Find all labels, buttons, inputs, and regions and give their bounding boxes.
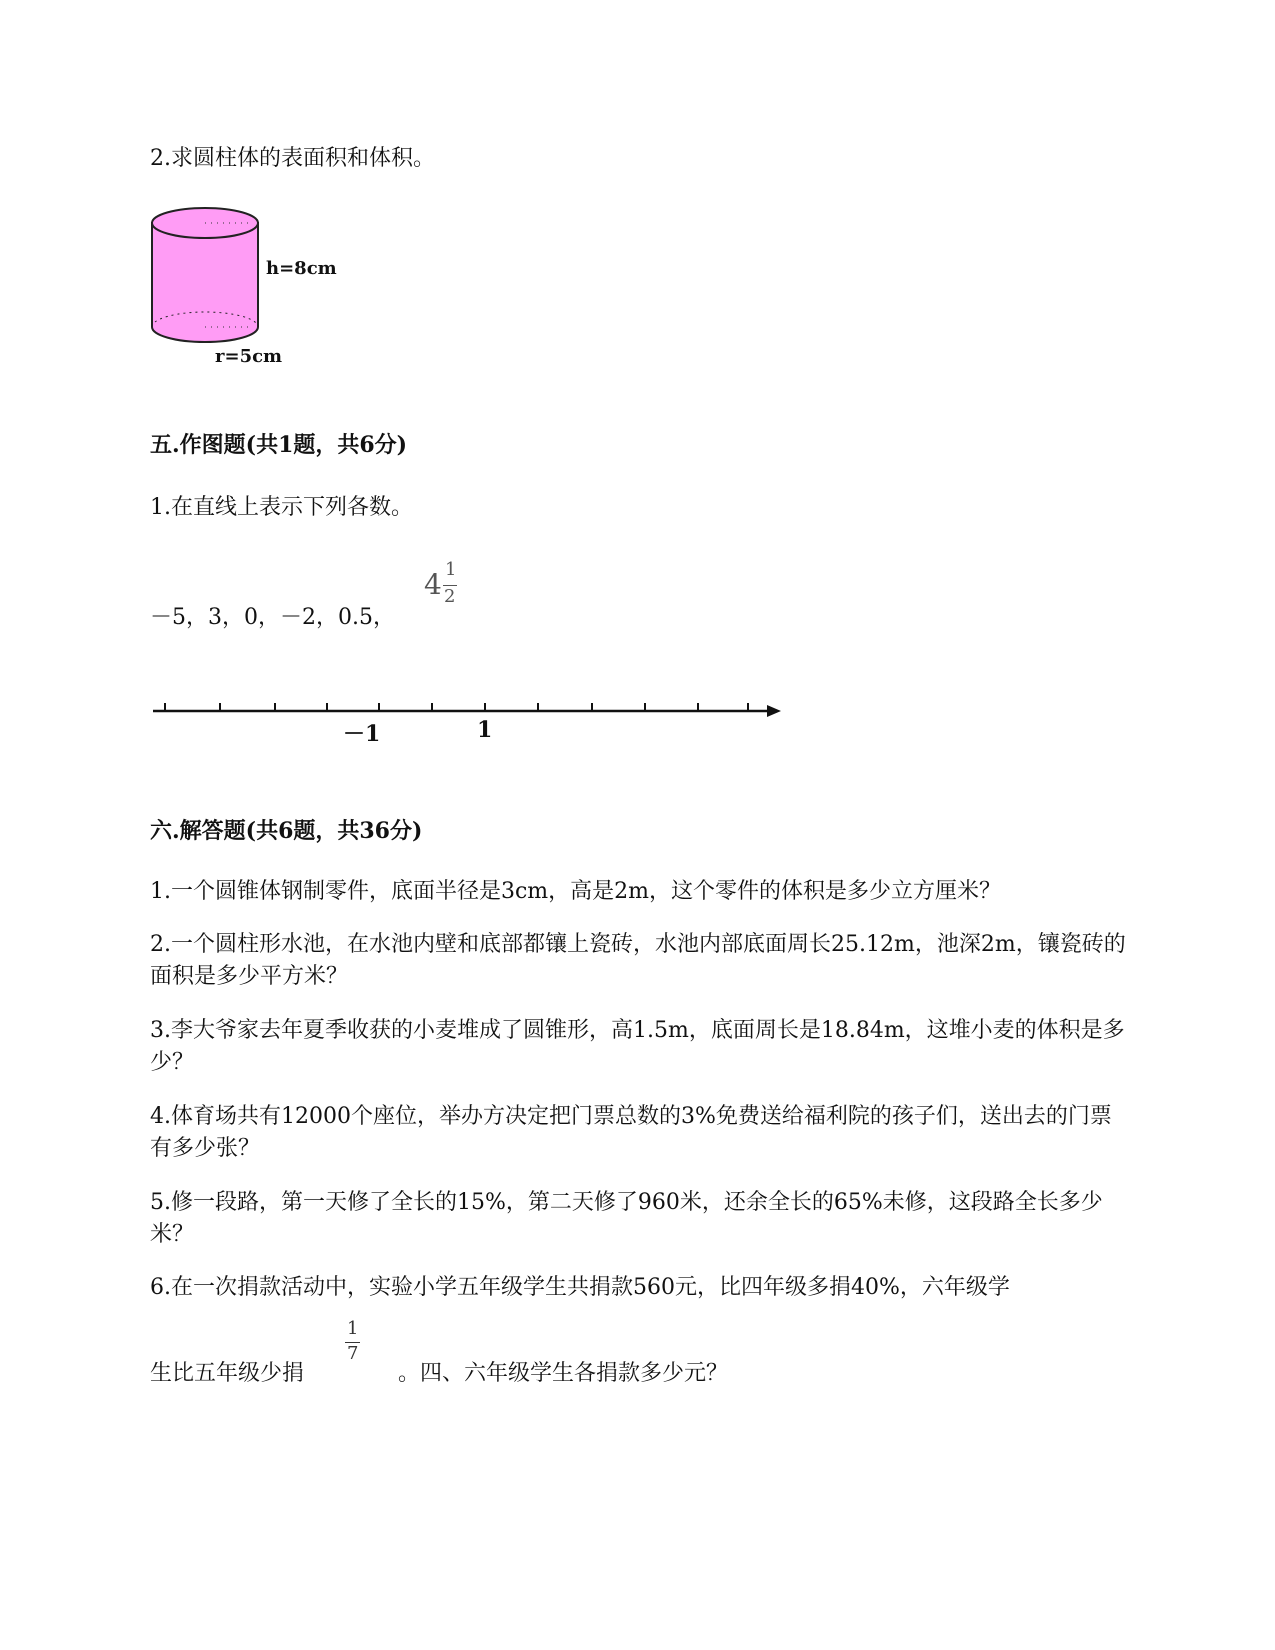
fraction: [343, 1318, 367, 1368]
mixed-numerator: 1: [445, 559, 457, 580]
fraction-numerator: 1: [347, 1318, 359, 1339]
section-heading: 六.解答题(共6题，共36分): [150, 818, 423, 844]
question-text: 4.体育场共有12000个座位，举办方决定把门票总数的3%免费送给福利院的孩子们，送出去的门票有多少张？: [150, 1104, 1112, 1161]
section-heading: 五.作图题(共1题，共6分): [150, 432, 408, 458]
fraction-denominator: 7: [347, 1343, 359, 1364]
radius-label: r=5cm: [215, 346, 283, 367]
number-line: [145, 695, 795, 725]
tick-label-1: 1: [477, 717, 493, 743]
mixed-denominator: 2: [444, 586, 456, 607]
mixed-whole: 4: [424, 568, 442, 601]
question-text: 1.一个圆锥体钢制零件，底面半径是3cm，高是2m，这个零件的体积是多少立方厘米？: [150, 879, 1002, 904]
question-text: 2.求圆柱体的表面积和体积。: [150, 146, 435, 171]
question-text-part: 。四、六年级学生各捐款多少元？: [398, 1361, 729, 1386]
question-text: 5.修一段路，第一天修了全长的15%，第二天修了960米，还余全长的65%未修，这段路全长多少米？: [150, 1190, 1103, 1247]
tick-label-neg1: －1: [343, 721, 381, 747]
question-text: 6.在一次捐款活动中，实验小学五年级学生共捐款560元，比四年级多捐40%，六年级学: [150, 1275, 1010, 1300]
question-text: 2.一个圆柱形水池，在水池内壁和底部都镶上瓷砖，水池内部底面周长25.12m，池深2m，镶瓷砖的面积是多少平方米？: [150, 932, 1126, 989]
question-text-part: 生比五年级少捐: [150, 1361, 305, 1386]
height-label: h=8cm: [266, 258, 337, 279]
question-text: 3.李大爷家去年夏季收获的小麦堆成了圆锥形，高1.5m，底面周长是18.84m，这堆小麦的体积是多少？: [150, 1018, 1125, 1075]
question-text: 1.在直线上表示下列各数。: [150, 495, 413, 520]
numbers-list: －5，3，0，－2，0.5，: [150, 605, 395, 630]
mixed-number: [424, 559, 474, 612]
